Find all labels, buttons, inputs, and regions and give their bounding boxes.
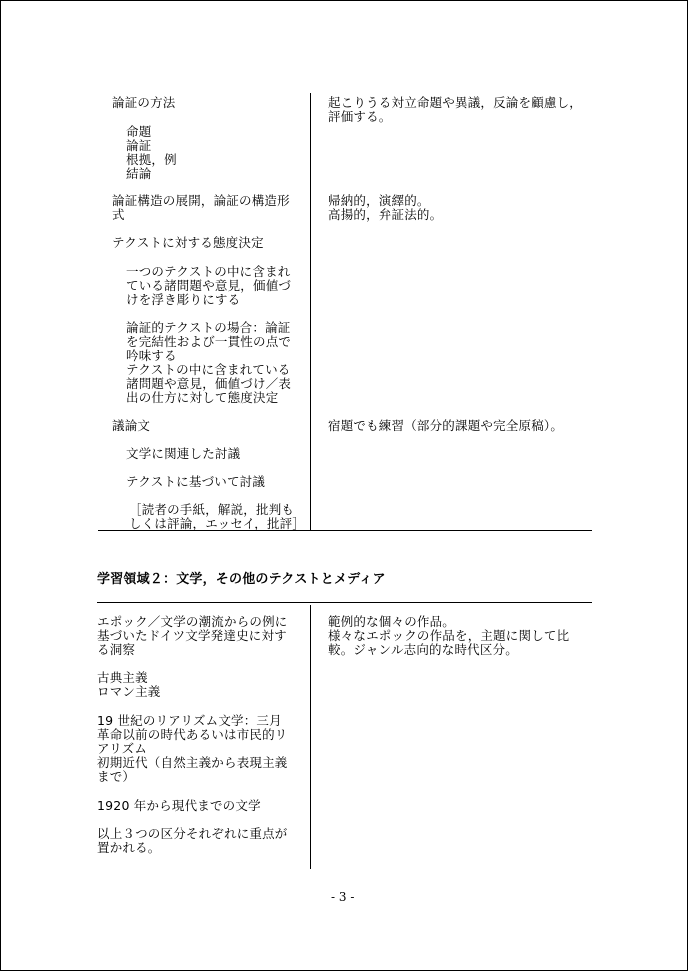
literature-text: る洞察 xyxy=(97,642,136,657)
structure-line: 式 xyxy=(112,207,125,222)
literature-text: 初期近代（自然主義から表現主義 xyxy=(97,755,288,770)
structure-note-line: 帰納的，演繹的。 xyxy=(328,193,430,208)
attitude-text: 諸問題や意見，価値づけ／表 xyxy=(126,376,292,391)
essay-item: 文学に関連した討議 xyxy=(126,446,241,461)
method-item: 根拠，例 xyxy=(126,152,177,167)
essay-item: しくは評論，エッセイ，批評］ xyxy=(129,516,306,531)
essay-note: 宿題でも練習（部分的課題や完全原稿）。 xyxy=(328,418,564,433)
heading-rule xyxy=(97,602,592,603)
structure-line: 論証構造の展開，論証の構造形 xyxy=(112,193,290,208)
literature-text: 基づいたドイツ文学発達史に対す xyxy=(97,628,287,643)
method-note-line: 評価する。 xyxy=(328,109,392,124)
literature-note: 範例的な個々の作品。 xyxy=(328,614,456,629)
literature-text: まで） xyxy=(97,769,136,784)
literature-text: 19 世紀のリアリズム文学：三月 xyxy=(97,713,282,728)
literature-text: 革命以前の時代あるいは市民的リ xyxy=(97,727,288,742)
attitude-title: テクストに対する態度決定 xyxy=(112,235,264,250)
method-note-line: 起こりうる対立命題や異議，反論を顧慮し， xyxy=(328,95,583,110)
literature-text: 以上３つの区分それぞれに重点が xyxy=(97,826,288,841)
literature-text: 古典主義 xyxy=(97,670,148,685)
attitude-text: 論証的テクストの場合：論証 xyxy=(126,320,291,335)
section-heading: 学習領域２：文学，その他のテクストとメディア xyxy=(97,572,386,587)
essay-item: テクストに基づいて討議 xyxy=(126,474,266,489)
column-divider xyxy=(310,93,311,531)
page-number: - 3 - xyxy=(331,890,355,904)
literature-text: エポック／文学の潮流からの例に xyxy=(97,614,288,629)
attitude-text: を完結性および一貫性の点で xyxy=(126,334,292,349)
literature-text: ロマン主義 xyxy=(97,684,161,699)
attitude-text: 吟味する xyxy=(126,348,177,363)
structure-note-line: 高揚的，弁証法的。 xyxy=(328,207,443,222)
attitude-text: けを浮き彫りにする xyxy=(126,292,241,307)
column-divider xyxy=(310,605,311,869)
literature-text: アリズム xyxy=(97,741,148,756)
literature-note: 較。ジャンル志向的な時代区分。 xyxy=(328,642,518,657)
attitude-text: テクストの中に含まれている xyxy=(126,362,291,377)
essay-item: ［読者の手紙，解説，批判も xyxy=(129,502,295,517)
method-item: 論証 xyxy=(126,138,152,153)
literature-text: 1920 年から現代までの文学 xyxy=(97,798,261,813)
attitude-text: ている諸問題や意見，価値づ xyxy=(126,278,292,293)
essay-title: 議論文 xyxy=(112,418,151,433)
attitude-text: 一つのテクストの中に含まれ xyxy=(126,264,291,279)
method-item: 命題 xyxy=(126,124,152,139)
literature-note: 様々なエポックの作品を，主題に関して比 xyxy=(328,628,570,643)
literature-text: 置かれる。 xyxy=(97,840,161,855)
method-item: 結論 xyxy=(126,166,152,181)
attitude-text: 出の仕方に対して態度決定 xyxy=(126,390,279,405)
method-title: 論証の方法 xyxy=(112,95,176,110)
